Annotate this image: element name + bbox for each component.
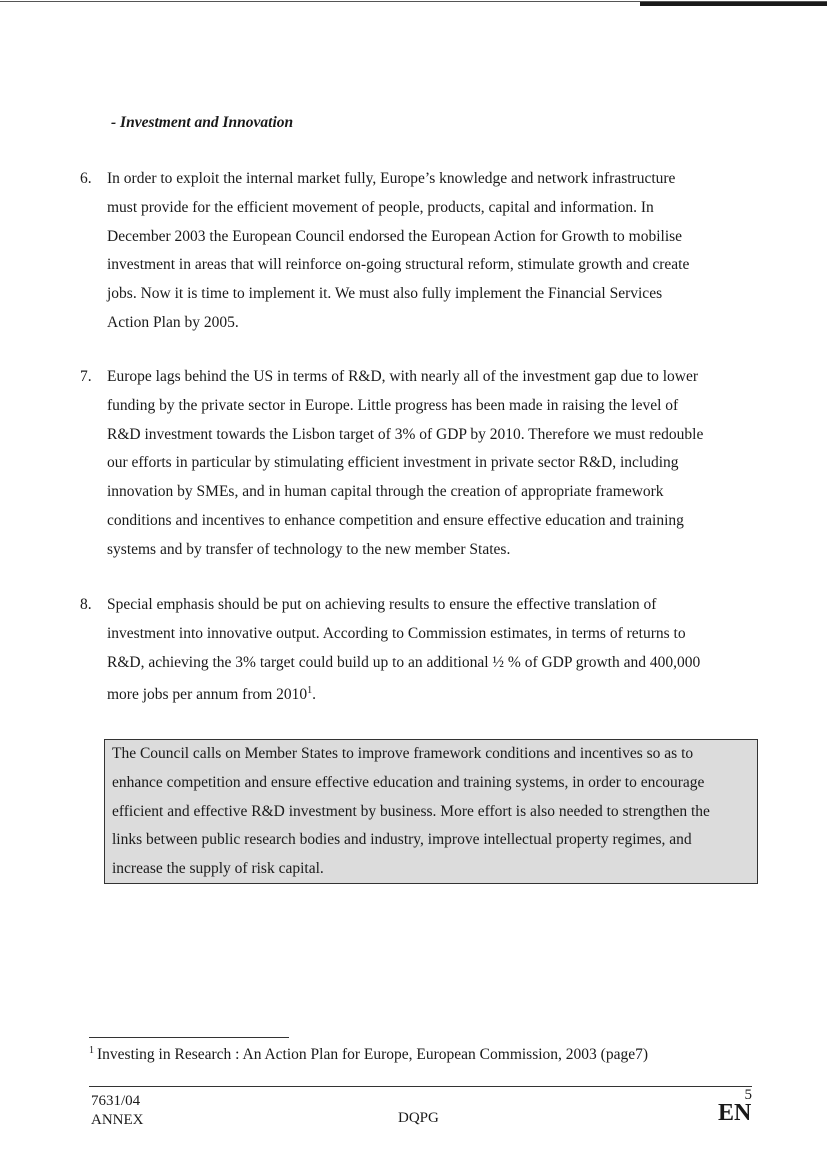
line-text: more jobs per annum from 2010 — [107, 686, 308, 704]
paragraph-number: 6. — [80, 170, 92, 187]
footnote-marker: 1 — [89, 1045, 94, 1056]
text-line: R&D investment towards the Lisbon target of 3% of GDP by 2010. Therefore we must redouble — [107, 425, 704, 443]
doc-number: 7631/04 — [91, 1093, 141, 1109]
section-heading: - Investment and Innovation — [111, 114, 294, 131]
callout-line: increase the supply of risk capital. — [112, 860, 324, 878]
department-code: DQPG — [398, 1110, 439, 1126]
paragraph-number: 8. — [80, 596, 92, 613]
paragraph-text — [107, 591, 757, 710]
top-border — [0, 0, 827, 8]
text-line: funding by the private sector in Europe. Little progress has been made in raising the level of — [107, 396, 679, 414]
footnote-text: Investing in Research : An Action Plan for Europe, European Commission, 2003 (page7) — [97, 1046, 649, 1063]
language-code: EN — [718, 1100, 752, 1126]
text-line: must provide for the efficient movement of people, products, capital and information. In — [107, 198, 654, 216]
footnote-ref[interactable]: 1 — [307, 685, 313, 697]
text-line: systems and by transfer of technology to the new member States. — [107, 540, 511, 558]
text-line: investment into innovative output. According to Commission estimates, in terms of returns to — [107, 624, 686, 642]
text-line: conditions and incentives to enhance competition and ensure effective education and training — [107, 511, 684, 529]
text-line: In order to exploit the internal market fully, Europe’s knowledge and network infrastructure — [107, 170, 676, 187]
footnote — [89, 1045, 648, 1064]
callout-line: efficient and effective R&D investment by business. More effort is also needed to strengthen the — [112, 802, 710, 820]
top-thick-rule — [640, 2, 827, 6]
text-line: Europe lags behind the US in terms of R&D, with nearly all of the investment gap due to lower — [107, 368, 699, 385]
council-callout-box — [104, 739, 758, 884]
document-reference — [91, 1092, 144, 1130]
text-line: investment in areas that will reinforce on-going structural reform, stimulate growth and create — [107, 256, 690, 274]
text-line — [107, 677, 757, 710]
paragraph-text — [107, 165, 757, 338]
text-line: jobs. Now it is time to implement it. We must also fully implement the Financial Services — [107, 285, 663, 303]
text-line: innovation by SMEs, and in human capital through the creation of appropriate framework — [107, 483, 664, 501]
text-line: December 2003 the European Council endorsed the European Action for Growth to mobilise — [107, 227, 683, 245]
callout-line: enhance competition and ensure effective education and training systems, in order to encourage — [112, 773, 705, 791]
callout-line: links between public research bodies and industry, improve intellectual property regimes, and — [112, 831, 692, 849]
text-line: Action Plan by 2005. — [107, 313, 239, 331]
page-number: 5 — [744, 1087, 752, 1103]
footer-rule — [89, 1086, 752, 1087]
paragraph-text — [107, 363, 757, 565]
callout-line: The Council calls on Member States to improve framework conditions and incentives so as to — [112, 745, 694, 762]
text-line: Special emphasis should be put on achieving results to ensure the effective translation of — [107, 596, 657, 613]
text-line: our efforts in particular by stimulating efficient investment in private sector R&D, including — [107, 454, 679, 472]
paragraph-number: 7. — [80, 368, 92, 385]
end-punctuation: . — [312, 686, 317, 704]
annex-label: ANNEX — [91, 1112, 144, 1128]
footnote-separator — [89, 1037, 289, 1038]
text-line: R&D, achieving the 3% target could build up to an additional ½ % of GDP growth and 400,000 — [107, 653, 701, 671]
